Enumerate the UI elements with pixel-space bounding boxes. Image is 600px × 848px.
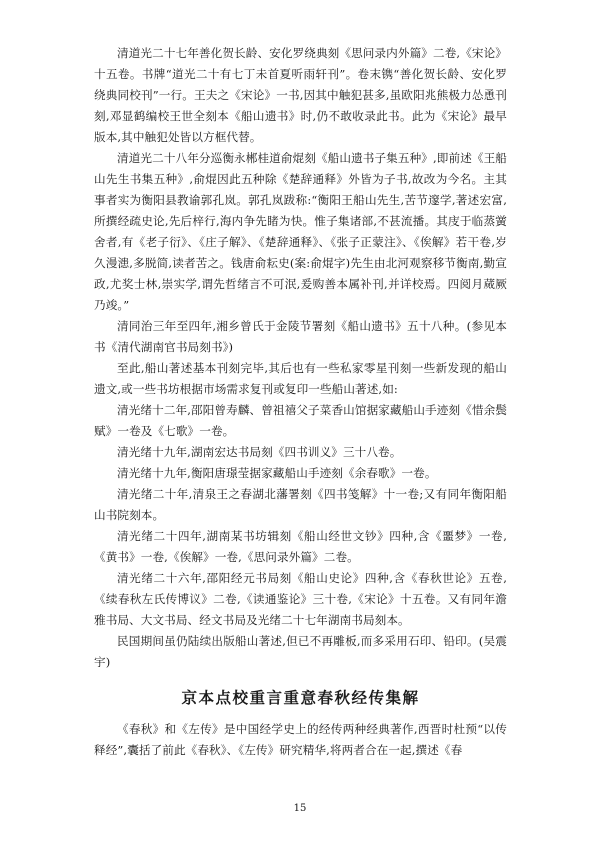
page-number: 15 xyxy=(293,803,307,814)
paragraph: 清道光二十七年善化贺长龄、安化罗绕典刻《思问录内外篇》二卷,《宋论》十五卷。书牌“道光二十有七丁未首夏听雨轩刊”。卷末镌“善化贺长龄、安化罗绕典同校刊”一行。王夫之《宋论》一书,因其中触犯甚多,虽欧阳兆熊极力怂恿刊刻,邓显鹤编校王世全刻本《船山遗书》时,仍不敢收录此书。此为《宋论》最早版本,其中触犯处皆以方框代替。 xyxy=(94,46,507,144)
paragraph: 民国期间虽仍陆续出版船山著述,但已不再雕板,而多采用石印、铅印。(吴震宇) xyxy=(94,634,507,669)
paragraph: 清道光二十八年分巡衡永郴桂道俞焜刻《船山遗书子集五种》,即前述《王船山先生书集五种》,俞焜因此五种除《楚辞通释》外皆为子书,故改为今名。主其事者实为衡阳县教谕郭孔岚。郭孔岚跋称:“衡阳王船山先生,苦节邃学,著述宏富,所撰经疏史论,先后梓行,海内争先睹为快。惟子集诸部,不甚流播。其庋于临蒸黉舍者,有《老子衍》、《庄子解》、《楚辞通释》、《张子正蒙注》、《俟解》若干卷,岁久漫漶,多脱简,读者苦之。钱唐俞耘史(案:俞焜字)先生由北河观察移节衡南,勤宣政,尤奖士林,崇实学,谓先哲绪言不可泯,爰购善本属补刊,并详校焉。四阅月蒇厥乃竣。” xyxy=(94,151,507,312)
body-text xyxy=(94,43,507,761)
paragraph: 清光绪十二年,邵阳曾寿麟、曾祖禧父子菜香山馆据家藏船山手迹刻《惜余鬓赋》一卷及《七歌》一卷。 xyxy=(94,403,507,438)
section-paragraph: 《春秋》和《左传》是中国经学史上的经传两种经典著作,西晋时杜预“以传释经”,囊括了前此《春秋》、《左传》研究精华,将两者合在一起,撰述《春 xyxy=(94,722,507,757)
paragraph: 清光绪二十四年,湖南某书坊辑刻《船山经世文钞》四种,含《噩梦》一卷,《黄书》一卷,《俟解》一卷,《思问录外篇》二卷。 xyxy=(94,529,507,564)
paragraph: 清光绪二十六年,邵阳经元书局刻《船山史论》四种,含《春秋世论》五卷,《续春秋左氏传博议》二卷,《读通鉴论》三十卷,《宋论》十五卷。又有同年澹雅书局、大文书局、经文书局及光绪二十七年湖南书局刻本。 xyxy=(94,571,507,627)
paragraph: 清光绪十九年,衡阳唐璟莹据家藏船山手迹刻《余春歌》一卷。 xyxy=(117,466,437,480)
paragraph: 清光绪二十年,清泉王之春湖北藩署刻《四书笺解》十一卷;又有同年衡阳船山书院刻本。 xyxy=(94,487,507,522)
paragraph: 清同治三年至四年,湘乡曾氏于金陵节署刻《船山遗书》五十八种。(参见本书《清代湖南官书局刻书》) xyxy=(94,319,507,354)
paragraph: 至此,船山著述基本刊刻完毕,其后也有一些私家零星刊刻一些新发现的船山遗文,或一些书坊根据市场需求复刊或复印一些船山著述,如: xyxy=(94,361,507,396)
paragraph: 清光绪十九年,湖南宏达书局刻《四书训义》三十八卷。 xyxy=(117,445,402,459)
section-title: 京本点校重言重意春秋经传集解 xyxy=(181,688,420,707)
